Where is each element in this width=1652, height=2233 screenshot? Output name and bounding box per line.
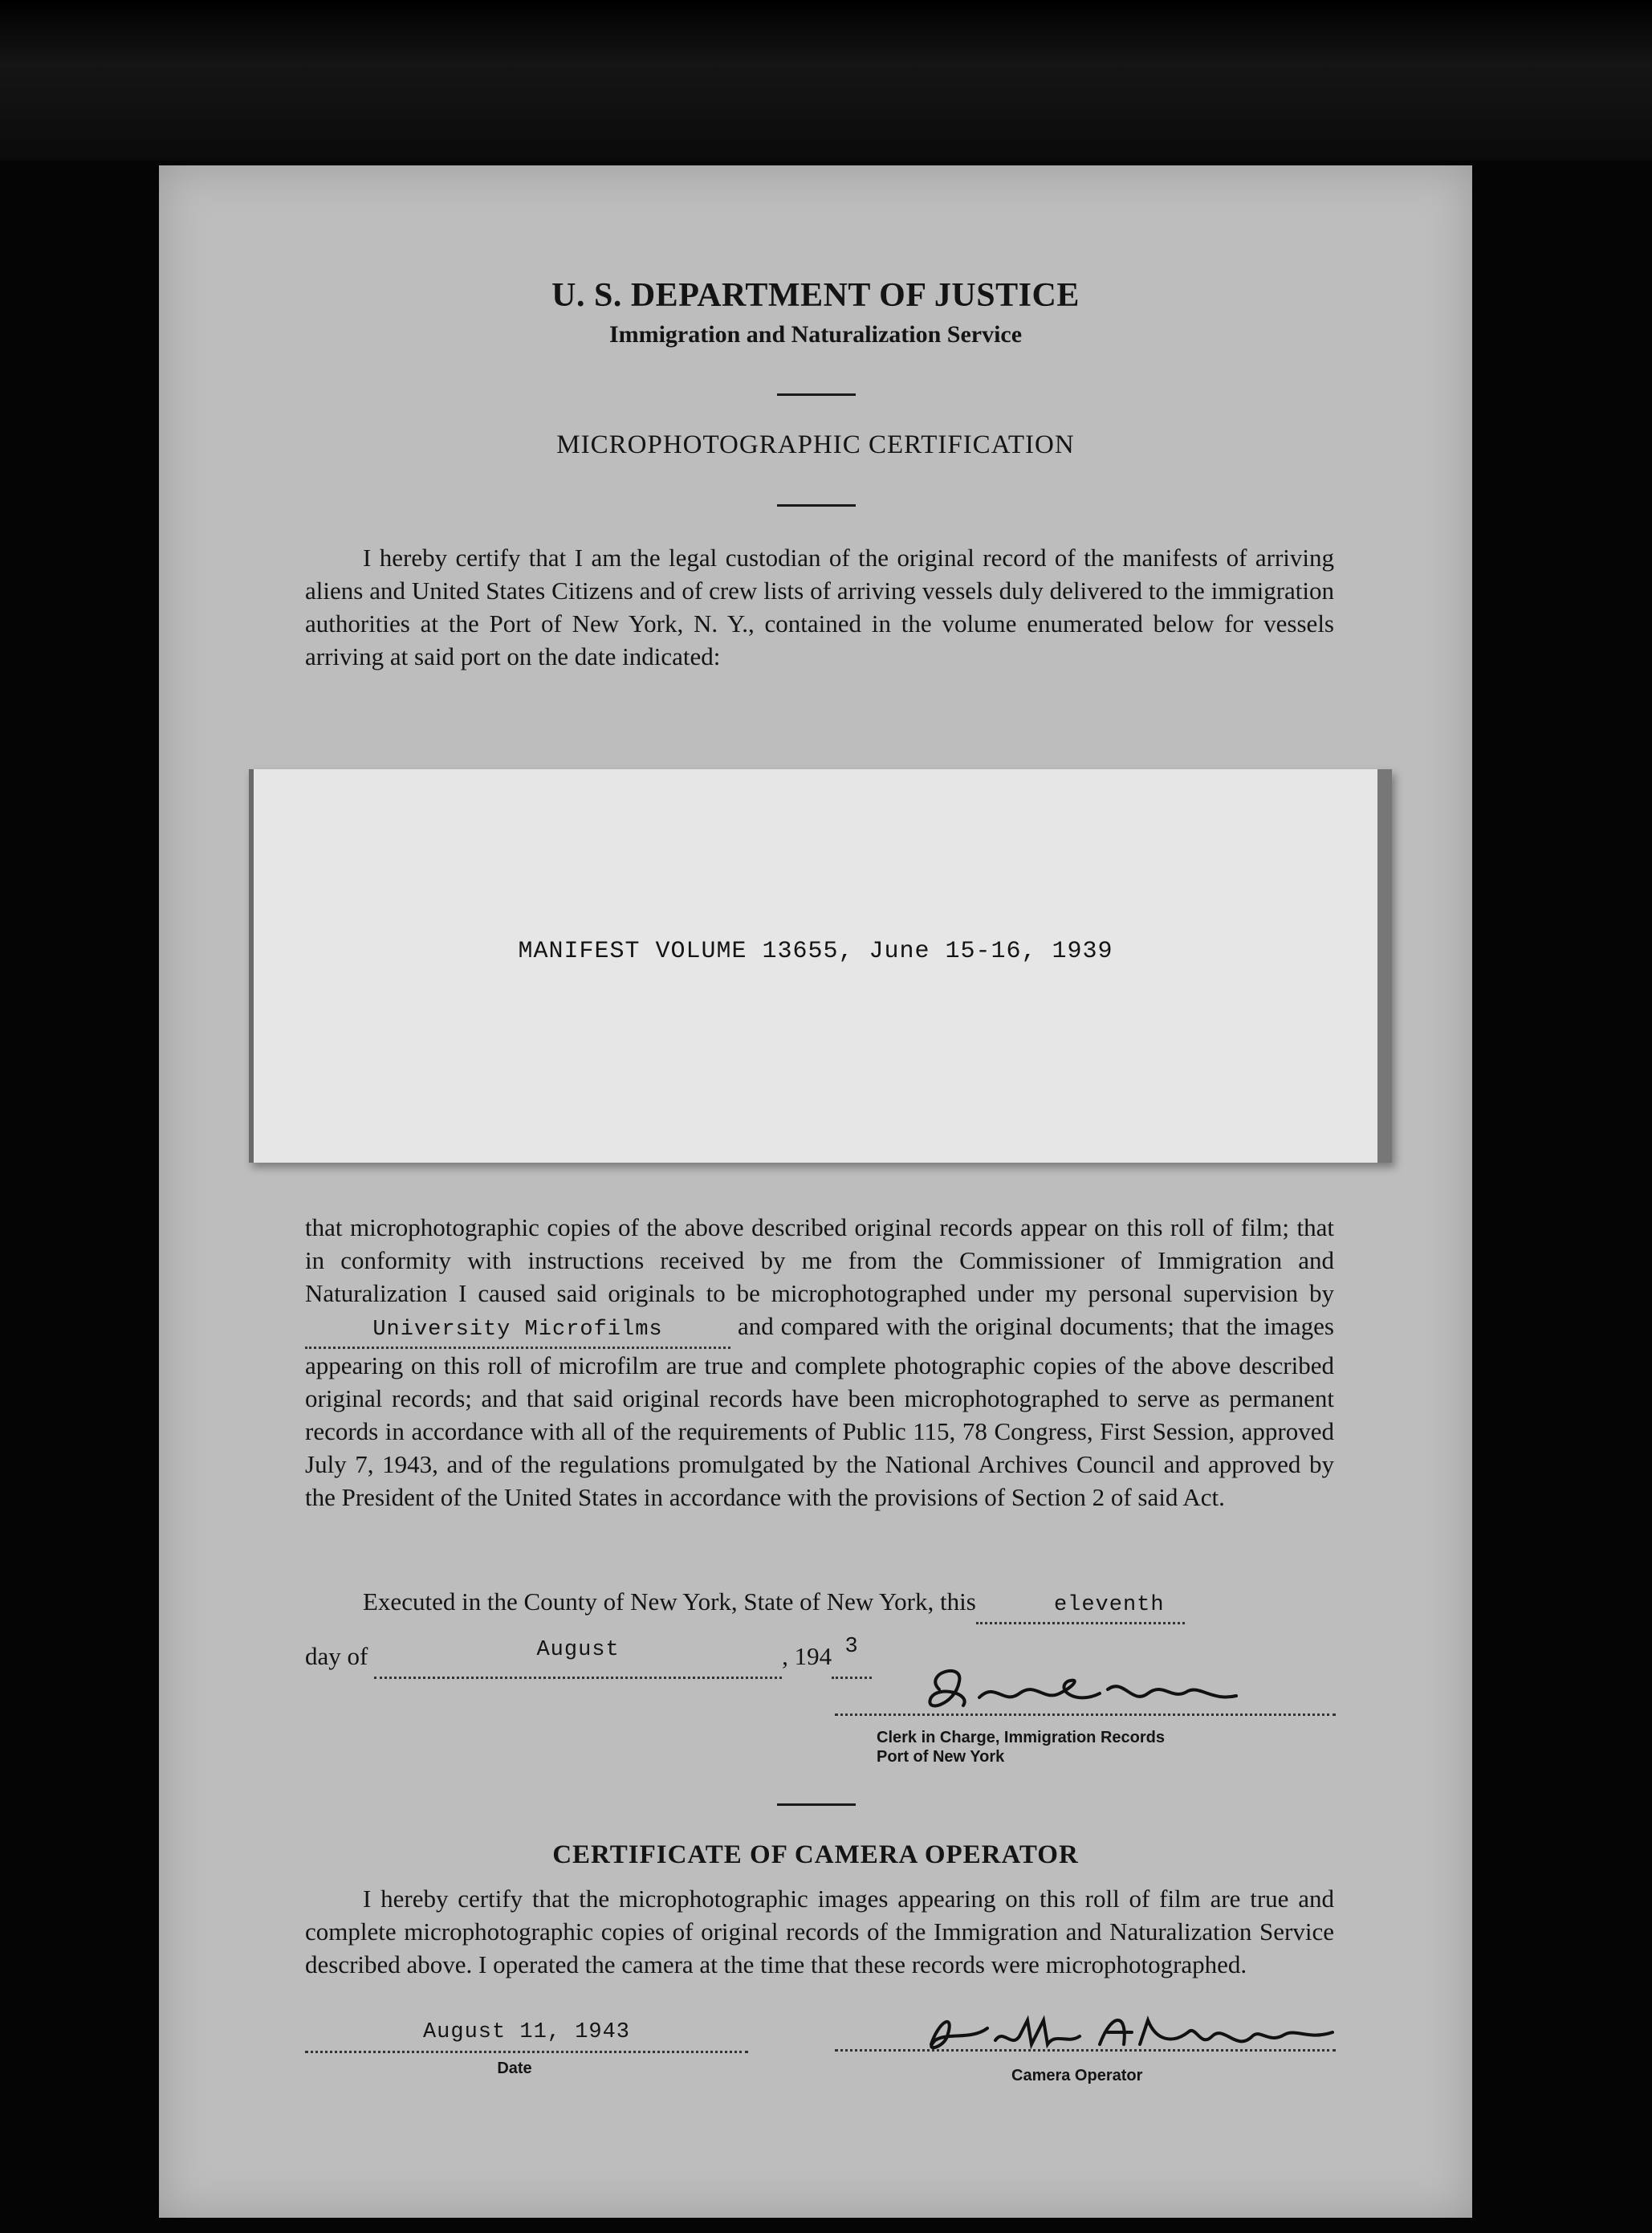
execution-prefix: Executed in the County of New York, State of New York, this [363, 1587, 976, 1616]
volume-card [249, 769, 1392, 1163]
service-subtitle: Immigration and Naturalization Service [608, 321, 1023, 348]
camera-certificate-heading: CERTIFICATE OF CAMERA OPERATOR [552, 1840, 1079, 1869]
body-paragraph [305, 1211, 1334, 1514]
clerk-title [877, 1728, 1165, 1766]
execution-day-field [976, 1585, 1185, 1624]
camera-date-area [305, 2020, 748, 2078]
camera-date-label: Date [497, 2060, 532, 2077]
operator-signature [915, 2004, 1349, 2060]
camera-certificate-text: I hereby certify that the microphotographic images appearing on this roll of film are true and complete microphotographic copies of original records of the Immigration and Naturalization Service described above. I operated the camera at the time that these records were microphotographed. [305, 1885, 1334, 1978]
camera-operator-label: Camera Operator [1011, 2067, 1143, 2084]
execution-line [305, 1585, 1334, 1624]
execution-year-digit: 3 [844, 1635, 859, 1659]
camera-date-line [305, 2020, 748, 2053]
department-title: U. S. DEPARTMENT OF JUSTICE [551, 277, 1080, 314]
body-text-part1: that microphotographic copies of the above described original records appear on this roll of film; that in conformity with instructions received by me from the Commissioner of Immigration and Naturalization I caused said originals to be microphotographed under my personal supervision by [305, 1213, 1334, 1307]
filmed-by-field [305, 1310, 730, 1349]
clerk-title-line2: Port of New York [877, 1748, 1005, 1766]
divider-rule-2 [777, 504, 856, 507]
camera-date-value: August 11, 1943 [422, 2020, 631, 2044]
film-border [0, 0, 1652, 161]
execution-month: August [536, 1638, 620, 1662]
filmed-by-value: University Microfilms [372, 1318, 663, 1342]
day-of-label: day of [305, 1642, 368, 1670]
day-of-line [305, 1635, 872, 1679]
divider-rule-3 [777, 1803, 856, 1806]
body-text-part2: and compared with the original documents; that the images appearing on this roll of microfilm are true and complete photographic copies of the above described original records; and that said original records have been microphotographed to serve as permanent records in accordance with all of the requirements of Public 115, 78 Congress, First Session, approved July 7, 1943, and of the regulations promulgated by the National Archives Council and approved by the President of the United States in accordance with the provisions of Section 2 of said Act. [305, 1312, 1335, 1511]
clerk-title-line1: Clerk in Charge, Immigration Records [877, 1729, 1165, 1746]
execution-day: eleventh [1053, 1593, 1165, 1617]
clerk-signature [915, 1657, 1252, 1722]
operator-signature-area [835, 2012, 1336, 2060]
certification-title: MICROPHOTOGRAPHIC CERTIFICATION [556, 430, 1075, 459]
divider-rule-1 [777, 393, 856, 396]
clerk-signature-area [835, 1657, 1336, 1722]
intro-paragraph: I hereby certify that I am the legal custodian of the original record of the manifests of arriving aliens and United States Citizens and of crew lists of arriving vessels duly delivered to the immigration authorities at the Port of New York, N. Y., contained in the volume enumerated below for vessels arriving at said port on the date indicated: [305, 544, 1334, 670]
certificate-page [159, 165, 1472, 2218]
volume-text: MANIFEST VOLUME 13655, June 15-16, 1939 [518, 938, 1113, 965]
execution-month-field [374, 1640, 782, 1679]
execution-year-prefix: , 194 [782, 1642, 832, 1670]
